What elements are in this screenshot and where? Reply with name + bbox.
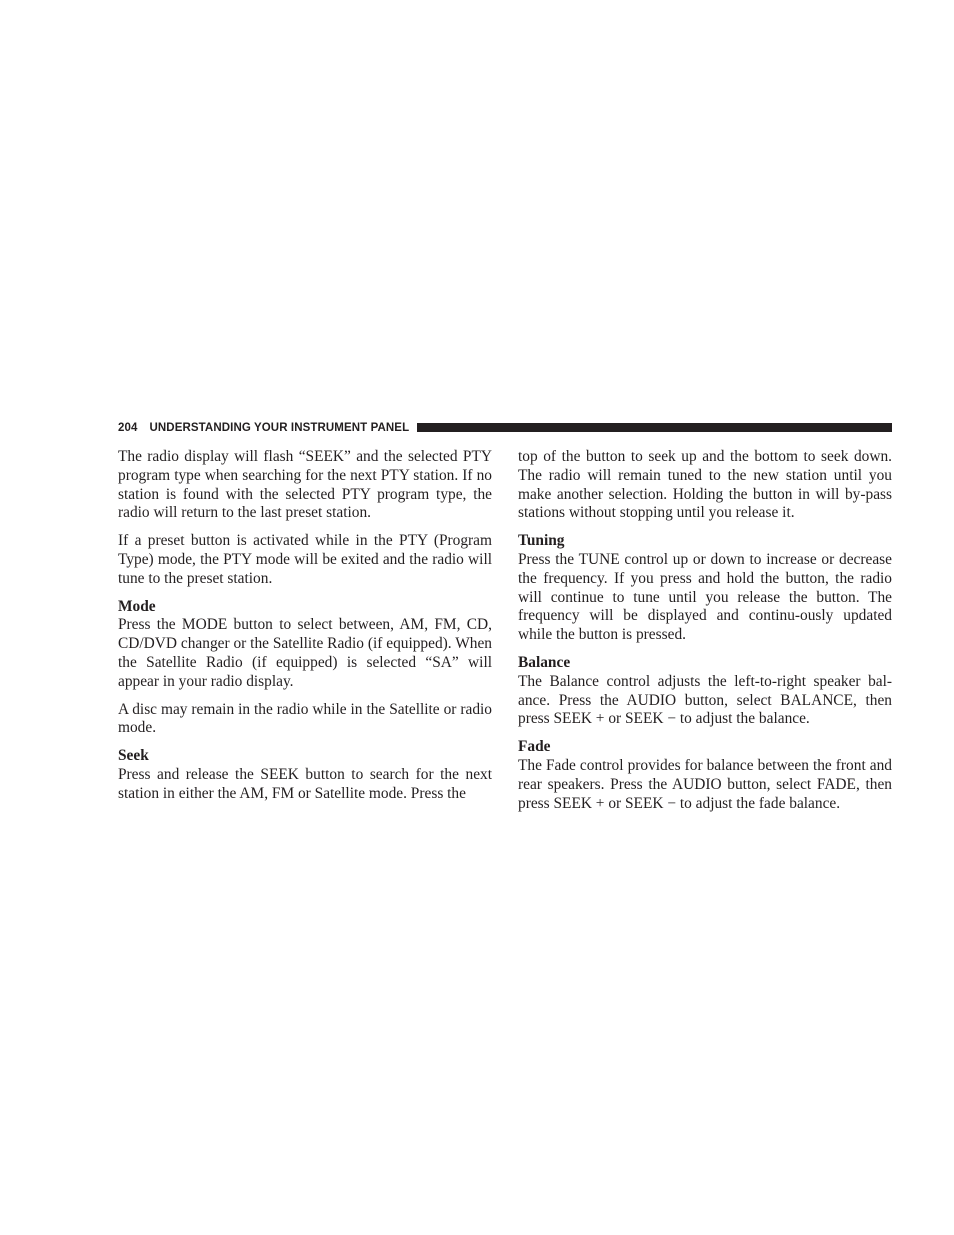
disc-paragraph: A disc may remain in the radio while in the Satellite or radio mode. <box>118 700 492 737</box>
mode-paragraph: Press the MODE button to select between, AM, FM, CD, CD/DVD changer or the Satellite Radio (if equipped). When the Satellite Radio (if equipped) is selected “SA” will appear in your radio display. <box>118 616 492 690</box>
balance-heading: Balance <box>518 653 571 671</box>
tuning-heading: Tuning <box>518 532 565 550</box>
mode-heading: Mode <box>118 597 156 615</box>
seek-paragraph-continued: top of the button to seek up and the bottom to seek down. The radio will remain tuned to the new station until you make another selection. Holding the button in will by-pass stations without stopping until you release it. <box>518 448 892 522</box>
right-column <box>518 448 892 822</box>
pty-seek-paragraph: The radio display will flash “SEEK” and the selected PTY program type when searching for the next PTY station. If no station is found with the selected PTY program type, the radio will return to the last preset station. <box>118 448 492 522</box>
tuning-paragraph: Press the TUNE control up or down to increase or decrease the frequency. If you press and hold the button, the radio will continue to tune until you release the button. The frequency will be displayed and continu-ously updated while the button is pressed. <box>518 550 892 644</box>
left-column <box>118 448 492 813</box>
seek-heading: Seek <box>118 747 149 765</box>
seek-paragraph: Press and release the SEEK button to search for the next station in either the AM, FM or Satellite mode. Press the <box>118 765 492 802</box>
page-number: 204 <box>118 422 138 434</box>
section-title: UNDERSTANDING YOUR INSTRUMENT PANEL <box>149 422 410 434</box>
fade-heading: Fade <box>518 738 551 756</box>
balance-paragraph: The Balance control adjusts the left-to-right speaker bal-ance. Press the AUDIO button, select BALANCE, then press SEEK + or SEEK − to adjust the balance. <box>518 672 892 728</box>
pty-preset-paragraph: If a preset button is activated while in the PTY (Program Type) mode, the PTY mode will be exited and the radio will tune to the preset station. <box>118 532 492 587</box>
page-header <box>118 419 892 437</box>
header-rule <box>417 423 892 432</box>
fade-paragraph: The Fade control provides for balance between the front and rear speakers. Press the AUDIO button, select FADE, then press SEEK + or SEEK − to adjust the fade balance. <box>518 756 892 812</box>
